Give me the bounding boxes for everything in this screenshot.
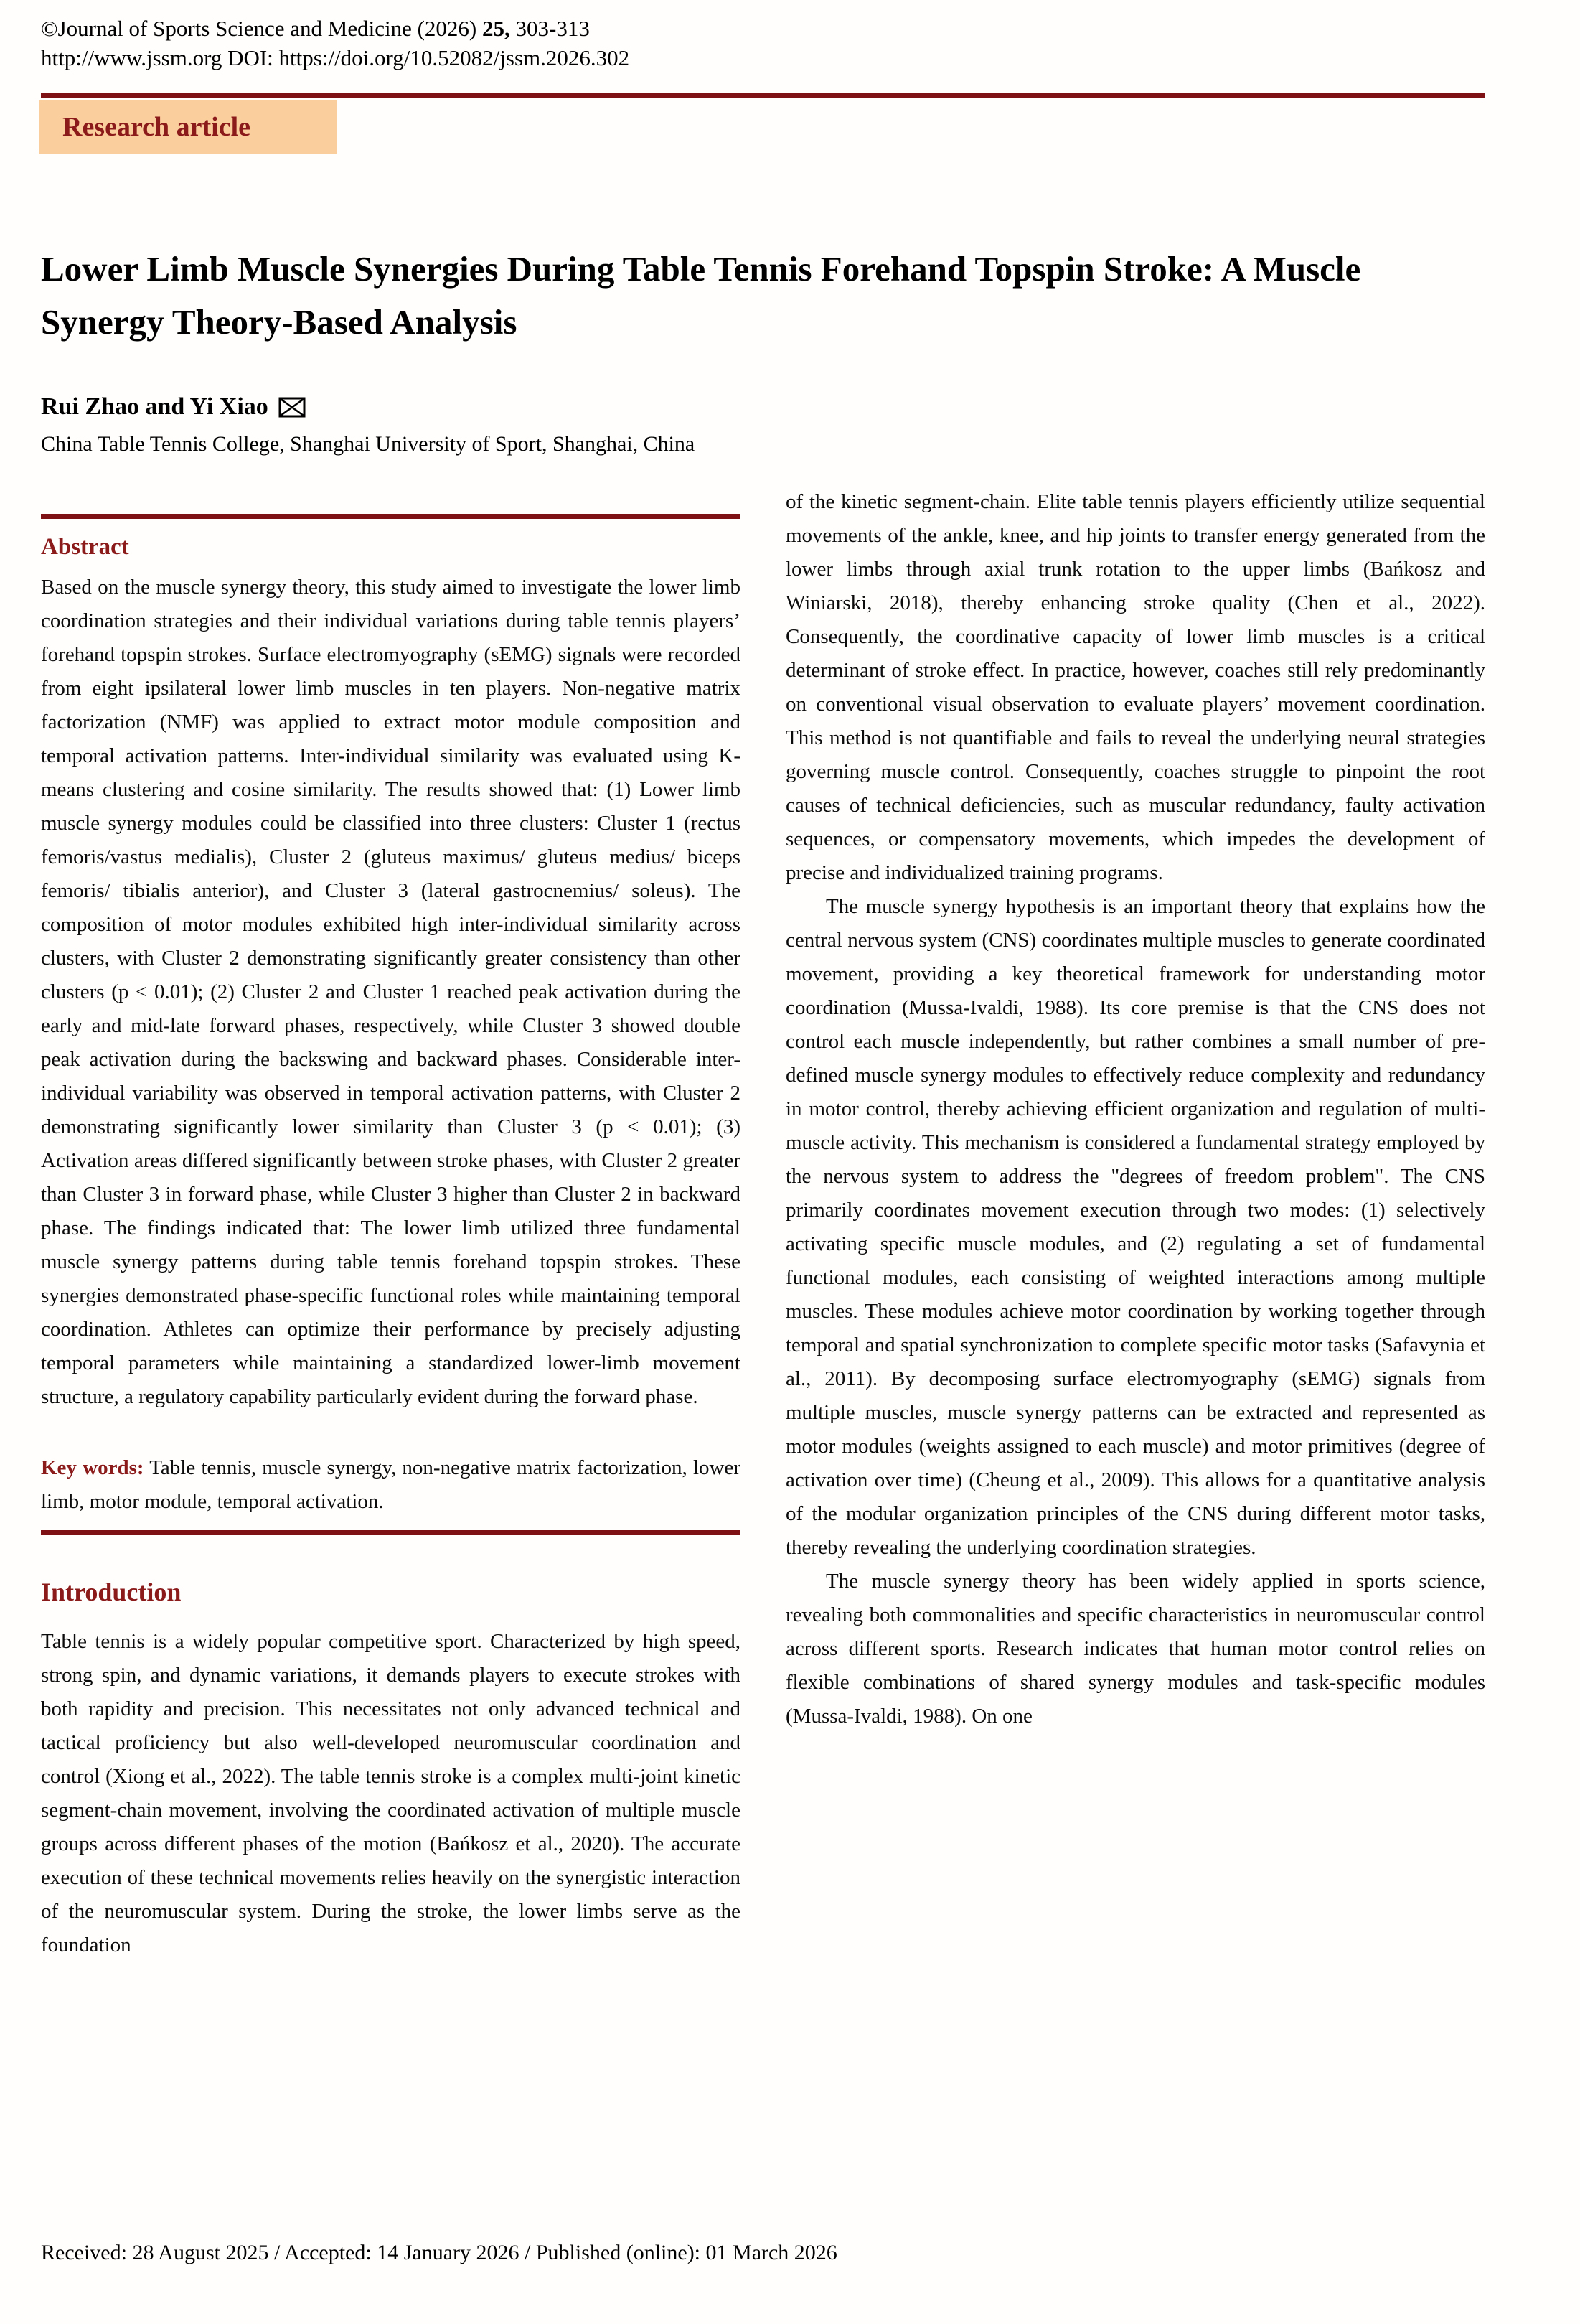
authors-line (41, 393, 306, 421)
keywords-bottom-rule (41, 1530, 740, 1535)
page-footer (41, 2241, 837, 2265)
copyright-line (41, 14, 629, 44)
badge-label: Research article (62, 112, 251, 142)
introduction-heading: Introduction (41, 1577, 182, 1606)
affiliation: China Table Tennis College, Shanghai University of Sport, Shanghai, China (41, 432, 695, 456)
abstract-heading: Abstract (41, 534, 129, 560)
research-article-badge (39, 100, 337, 154)
keywords (41, 1451, 740, 1519)
doi-line: http://www.jssm.org DOI: https://doi.org/10.52082/jssm.2026.302 (41, 44, 630, 70)
right-column (786, 485, 1485, 2236)
author-names: Rui Zhao and Yi Xiao (41, 393, 268, 420)
left-column (41, 485, 740, 2236)
journal-header (41, 14, 629, 73)
envelope-icon (278, 397, 306, 418)
journal-name: ©Journal of Sports Science and Medicine (2026) (41, 16, 482, 41)
keywords-text: Table tennis, muscle synergy, non-negative matrix factorization, lower limb, motor module, temporal activation. (41, 1456, 740, 1513)
introduction-paragraph: Table tennis is a widely popular competitive sport. Characterized by high speed, strong spin, and dynamic variations, it demands players to execute strokes with both rapidity and precision. This necessitates not only advanced technical and tactical proficiency but also well-developed neuromuscular coordination and control (Xiong et al., 2022). The table tennis stroke is a complex multi-joint kinetic segment-chain movement, involving the coordinated activation of multiple muscle groups across different phases of the motion (Bańkosz et al., 2020). The accurate execution of these technical movements relies heavily on the synergistic interaction of the neuromuscular system. During the stroke, the lower limbs serve as the foundation (41, 1629, 740, 1957)
two-column-body (41, 485, 1485, 2236)
journal-volume: 25, (482, 16, 510, 41)
received-accepted-published-line: Received: 28 August 2025 / Accepted: 14 January 2026 / Published (online): 01 March 2026 (41, 2241, 837, 2264)
abstract-body: Based on the muscle synergy theory, this study aimed to investigate the lower limb coordination strategies and their individual variations during table tennis players’ forehand topspin strokes. Surface electromyography (sEMG) signals were recorded from eight ipsilateral lower limb muscles in ten players. Non-negative matrix factorization (NMF) was applied to extract motor module composition and temporal activation patterns. Inter-individual similarity was evaluated using K-means clustering and cosine similarity. The results showed that: (1) Lower limb muscle synergy modules could be classified into three clusters: Cluster 1 (rectus femoris/vastus medialis), Cluster 2 (gluteus maximus/ gluteus medius/ biceps femoris/ tibialis anterior), and Cluster 3 (lateral gastrocnemius/ soleus). The composition of motor modules exhibited high inter-individual similarity across clusters, with Cluster 2 demonstrating significantly greater consistency than other clusters (p < 0.01); (2) Cluster 2 and Cluster 1 reached peak activation during the early and mid-late forward phases, respectively, while Cluster 3 showed double peak activation during the backswing and backward phases. Considerable inter-individual variability was observed in temporal activation patterns, with Cluster 2 demonstrating significantly lower similarity than Cluster 3 (p < 0.01); (3) Activation areas differed significantly between stroke phases, with Cluster 2 greater than Cluster 3 in forward phase, while Cluster 3 higher than Cluster 2 in backward phase. The findings indicated that: The lower limb utilized three fundamental muscle synergy patterns during table tennis forehand topspin strokes. These synergies demonstrated phase-specific functional roles while maintaining temporal coordination. Athletes can optimize their performance by precisely adjusting temporal parameters while maintaining a standardized lower-limb movement structure, a regulatory capability particularly evident during the forward phase. (41, 575, 740, 1408)
body-paragraph-2: The muscle synergy hypothesis is an important theory that explains how the central nervous system (CNS) coordinates multiple muscles to generate coordinated movement, providing a key theoretical framework for understanding motor coordination (Mussa-Ivaldi, 1988). Its core premise is that the CNS does not control each muscle independently, but rather combines a small number of pre-defined muscle synergy modules to effectively reduce complexity and redundancy in motor control, thereby achieving efficient organization and regulation of multi-muscle activity. This mechanism is considered a fundamental strategy employed by the nervous system to address the "degrees of freedom problem". The CNS primarily coordinates movement execution through two modes: (1) selectively activating specific muscle modules, and (2) regulating a set of fundamental functional modules, each consisting of weighted interactions among multiple muscles. These modules achieve motor coordination by working together through temporal and spatial synchronization to complete specific motor tasks (Safavynia et al., 2011). By decomposing surface electromyography (sEMG) signals from multiple muscles, muscle synergy patterns can be extracted and represented as motor modules (weights assigned to each muscle) and motor primitives (degree of activation over time) (Cheung et al., 2009). This allows for a quantitative analysis of the modular organization principles of the CNS during different motor tasks, thereby revealing the underlying coordination strategies. (786, 895, 1485, 1559)
article-title: Lower Limb Muscle Synergies During Table Tennis Forehand Topspin Stroke: A Muscle Synergy Theory-Based Analysis (41, 249, 1361, 342)
journal-pages: 303-313 (509, 16, 590, 41)
top-divider-rule (41, 93, 1485, 98)
body-paragraph-1: of the kinetic segment-chain. Elite table tennis players efficiently utilize sequential movements of the ankle, knee, and hip joints to transfer energy generated from the lower limbs through axial trunk rotation to the upper limbs (Bańkosz and Winiarski, 2018), thereby enhancing stroke quality (Chen et al., 2022). Consequently, the coordinative capacity of lower limb muscles is a critical determinant of stroke effect. In practice, however, coaches still rely predominantly on conventional visual observation to evaluate players’ movement coordination. This method is not quantifiable and fails to reveal the underlying neural strategies governing muscle control. Consequently, coaches struggle to pinpoint the root causes of technical deficiencies, such as muscular redundancy, faulty activation sequences, or compensatory movements, which impedes the development of precise and individualized training programs. (786, 490, 1485, 884)
abstract-top-rule (41, 514, 740, 519)
keywords-label: Key words: (41, 1456, 144, 1479)
body-paragraph-3: The muscle synergy theory has been widely applied in sports science, revealing both commonalities and specific characteristics in neuromuscular control across different sports. Research indicates that human motor control relies on flexible combinations of shared synergy modules and task-specific modules (Mussa-Ivaldi, 1988). On one (786, 1570, 1485, 1728)
